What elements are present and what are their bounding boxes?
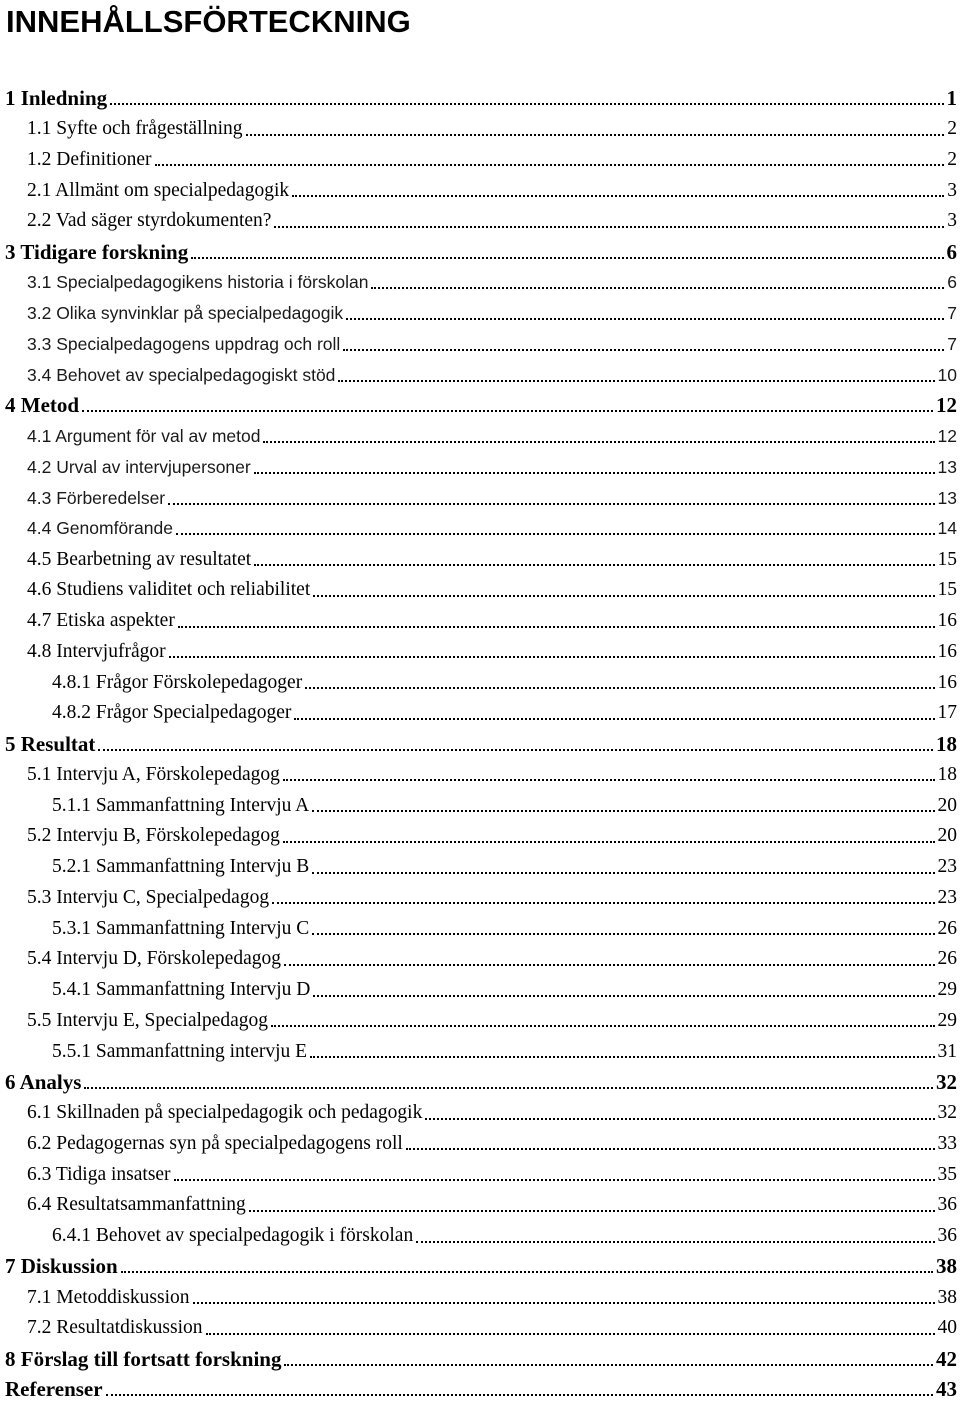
toc-entry-page-number: 31 [937,1040,957,1062]
toc-entry[interactable] [0,1006,960,1037]
toc-entry-label: 2.2 Vad säger styrdokumenten? [27,210,272,232]
toc-entry[interactable] [0,83,960,114]
toc-entry-page-number: 36 [937,1194,957,1216]
toc-entry[interactable] [0,606,960,637]
toc-entry-page-number: 6 [947,272,957,293]
dot-leader [178,626,935,628]
toc-entry-label: 1.2 Definitioner [27,148,152,170]
toc-entry[interactable] [0,790,960,821]
toc-entry[interactable] [0,1375,960,1406]
toc-entry-label: 7.2 Resultatdiskussion [27,1317,203,1339]
toc-entry-label: 4.1 Argument för val av metod [27,426,261,447]
toc-entry-label: 4.3 Förberedelser [27,487,166,508]
toc-entry-label: 5.2 Intervju B, Förskolepedagog [27,825,280,847]
toc-entry[interactable] [0,1067,960,1098]
toc-entry-page-number: 18 [937,763,957,785]
toc-entry-page-number: 20 [937,825,957,847]
toc-entry-page-number: 12 [937,426,957,447]
toc-entry-page-number: 40 [937,1317,957,1339]
toc-entry-label: Referenser [5,1377,103,1402]
dot-leader [168,503,934,505]
toc-entry-page-number: 3 [947,210,957,232]
dot-leader [176,533,935,535]
toc-entry[interactable] [0,1190,960,1221]
toc-entry[interactable] [0,575,960,606]
toc-entry-page-number: 38 [936,1254,957,1279]
dot-leader [155,164,945,166]
toc-entry-label: 5.3.1 Sammanfattning Intervju C [52,917,310,939]
toc-entry-page-number: 32 [936,1069,957,1094]
toc-entry-label: 4.5 Bearbetning av resultatet [27,548,252,570]
dot-leader [169,656,935,658]
dot-leader [346,318,944,320]
toc-entry[interactable] [0,852,960,883]
toc-entry[interactable] [0,883,960,914]
dot-leader [305,687,934,689]
toc-entry-page-number: 26 [937,917,957,939]
dot-leader [98,749,933,751]
toc-entry-label: 3 Tidigare forskning [5,239,189,264]
toc-entry[interactable] [0,268,960,299]
toc-entry-page-number: 36 [937,1225,957,1247]
toc-entry[interactable] [0,729,960,760]
toc-entry-page-number: 43 [936,1377,957,1402]
toc-entry-page-number: 35 [937,1163,957,1185]
dot-leader [310,1056,934,1058]
toc-entry-label: 4.8.1 Frågor Förskolepedagoger [52,671,303,693]
dot-leader [254,564,934,566]
toc-entry-page-number: 15 [937,579,957,601]
toc-entry[interactable] [0,1159,960,1190]
toc-entry[interactable] [0,1313,960,1344]
toc-entry[interactable] [0,360,960,391]
toc-entry-page-number: 33 [937,1132,957,1154]
dot-leader [206,1333,935,1335]
toc-entry-label: 5.5 Intervju E, Specialpedagog [27,1009,268,1031]
toc-entry[interactable] [0,1252,960,1283]
toc-entry[interactable] [0,514,960,545]
toc-entry-label: 6.2 Pedagogernas syn på specialpedagogens roll [27,1132,403,1154]
toc-entry[interactable] [0,1344,960,1375]
toc-entry-label: 5 Resultat [5,731,96,756]
dot-leader [272,902,934,904]
toc-entry-label: 5.4.1 Sammanfattning Intervju D [52,979,311,1001]
dot-leader [121,1271,933,1273]
toc-entry-label: 5.2.1 Sammanfattning Intervju B [52,856,310,878]
toc-entry[interactable] [0,821,960,852]
dot-leader [313,595,934,597]
toc-entry-label: 6.4 Resultatsammanfattning [27,1194,246,1216]
toc-entry[interactable] [0,1221,960,1252]
dot-leader [416,1241,934,1243]
toc-entry-label: 4.6 Studiens validitet och reliabilitet [27,579,311,601]
dot-leader [283,779,935,781]
toc-entry-label: 4 Metod [5,393,80,418]
toc-entry-label: 4.7 Etiska aspekter [27,610,175,632]
toc-entry[interactable] [0,206,960,237]
toc-entry-page-number: 23 [937,856,957,878]
toc-entry-page-number: 29 [937,1009,957,1031]
toc-entry[interactable] [0,114,960,145]
dot-leader [312,810,934,812]
toc-entry-page-number: 7 [947,333,957,354]
dot-leader [254,472,935,474]
toc-entry[interactable] [0,698,960,729]
toc-entry-label: 3.1 Specialpedagogikens historia i förskolan [27,272,369,293]
toc-entry-page-number: 12 [936,393,957,418]
toc-entry-page-number: 13 [937,456,957,477]
toc-entry-page-number: 16 [937,640,957,662]
toc-entry-label: 3.3 Specialpedagogens uppdrag och roll [27,333,341,354]
toc-entry-label: 1.1 Syfte och frågeställning [27,118,243,140]
toc-entry-page-number: 6 [946,239,957,264]
toc-entry-page-number: 16 [937,671,957,693]
dot-leader [338,380,934,382]
toc-entry[interactable] [0,544,960,575]
toc-entry-page-number: 13 [937,487,957,508]
toc-entry[interactable] [0,944,960,975]
toc-entry-label: 3.4 Behovet av specialpedagogiskt stöd [27,364,336,385]
toc-entry[interactable] [0,452,960,483]
toc-entry[interactable] [0,1098,960,1129]
toc-entry-label: 7 Diskussion [5,1254,118,1279]
toc-entry[interactable] [0,1129,960,1160]
toc-entry-page-number: 3 [947,179,957,201]
toc-entry-label: 4.4 Genomförande [27,518,173,539]
dot-leader [292,195,944,197]
dot-leader [312,872,934,874]
toc-entry-page-number: 42 [936,1346,957,1371]
toc-entry-page-number: 26 [937,948,957,970]
toc-entry-label: 7.1 Metoddiskussion [27,1286,190,1308]
dot-leader [263,441,934,443]
toc-entry[interactable] [0,329,960,360]
toc-entry[interactable] [0,421,960,452]
toc-entry-page-number: 18 [936,731,957,756]
toc-entry[interactable] [0,667,960,698]
dot-leader [106,1394,933,1396]
toc-entry-label: 6 Analys [5,1069,82,1094]
toc-entry[interactable] [0,298,960,329]
dot-leader [193,1302,935,1304]
toc-entry-page-number: 15 [937,548,957,570]
table-of-contents [0,83,960,1405]
toc-entry[interactable] [0,637,960,668]
dot-leader [343,349,944,351]
toc-entry-label: 5.3 Intervju C, Specialpedagog [27,886,270,908]
toc-entry[interactable] [0,1036,960,1067]
dot-leader [110,103,943,105]
toc-entry-page-number: 2 [947,118,957,140]
toc-entry-page-number: 17 [937,702,957,724]
toc-entry-label: 6.3 Tidiga insatser [27,1163,171,1185]
toc-entry-label: 1 Inledning [5,85,108,110]
dot-leader [191,257,943,259]
dot-leader [174,1179,935,1181]
toc-entry-page-number: 14 [937,518,957,539]
dot-leader [425,1118,934,1120]
toc-entry[interactable] [0,1282,960,1313]
toc-entry-label: 4.2 Urval av intervjupersoner [27,456,251,477]
toc-entry-page-number: 7 [947,303,957,324]
toc-entry-label: 2.1 Allmänt om specialpedagogik [27,179,290,201]
toc-entry[interactable] [0,175,960,206]
toc-entry-label: 5.1 Intervju A, Förskolepedagog [27,763,280,785]
page-title: INNEHÅLLSFÖRTECKNING [6,4,411,39]
toc-entry-label: 5.4 Intervju D, Förskolepedagog [27,948,281,970]
toc-entry[interactable] [0,483,960,514]
toc-entry-page-number: 29 [937,979,957,1001]
dot-leader [84,1087,933,1089]
dot-leader [283,841,935,843]
toc-entry-page-number: 20 [937,794,957,816]
toc-entry[interactable] [0,391,960,422]
toc-entry-label: 8 Förslag till fortsatt forskning [5,1346,282,1371]
dot-leader [271,1025,935,1027]
toc-entry-page-number: 38 [937,1286,957,1308]
dot-leader [284,1364,933,1366]
dot-leader [82,410,933,412]
dot-leader [246,134,945,136]
dot-leader [371,287,944,289]
toc-entry-label: 5.1.1 Sammanfattning Intervju A [52,794,310,816]
toc-entry-label: 6.4.1 Behovet av specialpedagogik i förskolan [52,1225,414,1247]
toc-entry-label: 5.5.1 Sammanfattning intervju E [52,1040,308,1062]
dot-leader [274,226,944,228]
dot-leader [406,1148,935,1150]
dot-leader [284,964,935,966]
toc-entry-page-number: 23 [937,886,957,908]
toc-entry-page-number: 1 [946,85,957,110]
dot-leader [294,718,934,720]
toc-entry-label: 3.2 Olika synvinklar på specialpedagogik [27,303,344,324]
dot-leader [249,1210,935,1212]
toc-entry-label: 6.1 Skillnaden på specialpedagogik och pedagogik [27,1102,423,1124]
toc-entry-page-number: 2 [947,148,957,170]
toc-entry-page-number: 10 [937,364,957,385]
toc-entry-page-number: 16 [937,610,957,632]
toc-entry[interactable] [0,975,960,1006]
dot-leader [313,995,934,997]
dot-leader [312,933,934,935]
toc-entry-label: 4.8.2 Frågor Specialpedagoger [52,702,292,724]
toc-entry-label: 4.8 Intervjufrågor [27,640,166,662]
toc-entry[interactable] [0,760,960,791]
toc-entry-page-number: 32 [937,1102,957,1124]
toc-entry[interactable] [0,913,960,944]
toc-entry[interactable] [0,145,960,176]
toc-entry[interactable] [0,237,960,268]
